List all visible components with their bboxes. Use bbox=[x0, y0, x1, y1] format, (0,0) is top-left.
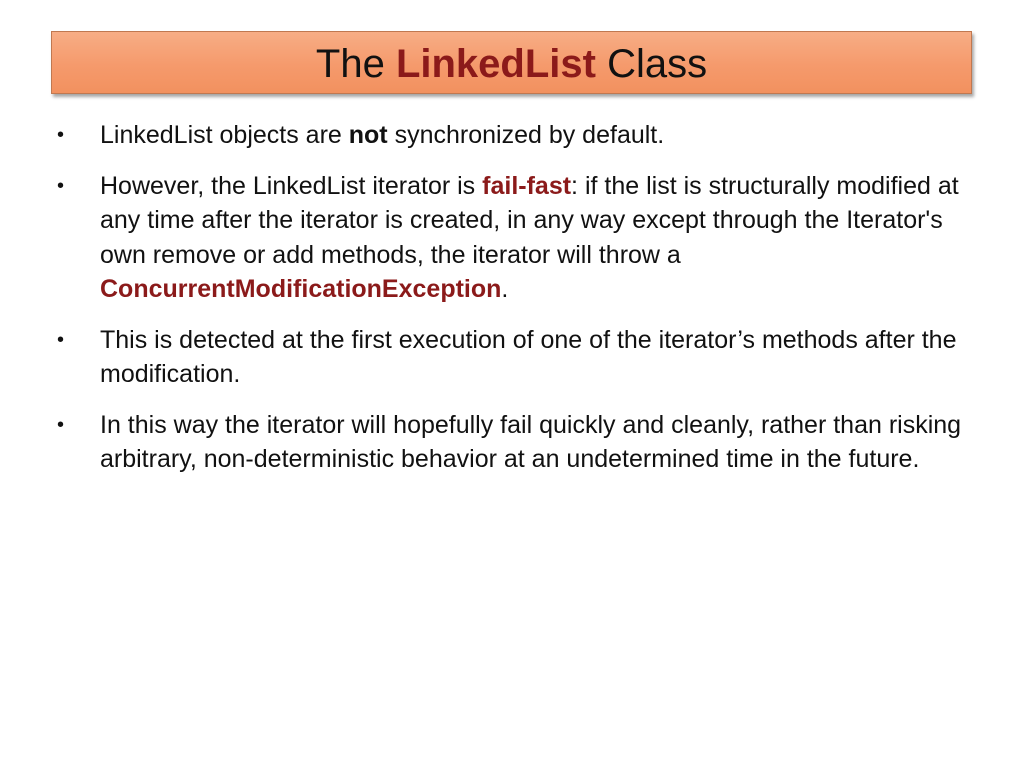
title-emphasis: LinkedList bbox=[395, 41, 596, 86]
bullet-text: : if the list is structurally modified at any time after the iterator is created, in any way except through the Iterator's own remove or add methods, the iterator will throw a bbox=[100, 171, 959, 269]
bullet-item bbox=[55, 323, 970, 392]
bullet-marker: • bbox=[57, 124, 65, 146]
title-suffix: Class bbox=[595, 41, 708, 86]
bullet-text: synchronized by default. bbox=[387, 121, 665, 149]
bullet-strong-text: not bbox=[348, 121, 388, 149]
bullet-marker: • bbox=[57, 174, 65, 197]
bullet-item bbox=[55, 118, 970, 153]
title-prefix: The bbox=[315, 41, 396, 86]
bullet-list bbox=[55, 118, 970, 493]
bullet-text: However, the LinkedList iterator is bbox=[100, 171, 483, 200]
slide-title bbox=[315, 41, 708, 86]
bullet-item bbox=[55, 169, 970, 307]
fail-fast-term: fail-fast bbox=[482, 171, 572, 200]
bullet-marker: • bbox=[57, 328, 65, 351]
bullet-text: . bbox=[501, 275, 509, 303]
exception-name: ConcurrentModificationException bbox=[100, 275, 502, 303]
title-bar bbox=[51, 31, 972, 94]
bullet-text: LinkedList objects are bbox=[100, 121, 349, 149]
bullet-text: This is detected at the first execution of one of the iterator’s methods after the modification. bbox=[100, 325, 957, 388]
bullet-item bbox=[55, 408, 970, 477]
bullet-text: In this way the iterator will hopefully fail quickly and cleanly, rather than risking arbitrary, non-deterministic behavior at an undetermined time in the future. bbox=[100, 410, 962, 473]
bullet-marker: • bbox=[57, 413, 65, 436]
